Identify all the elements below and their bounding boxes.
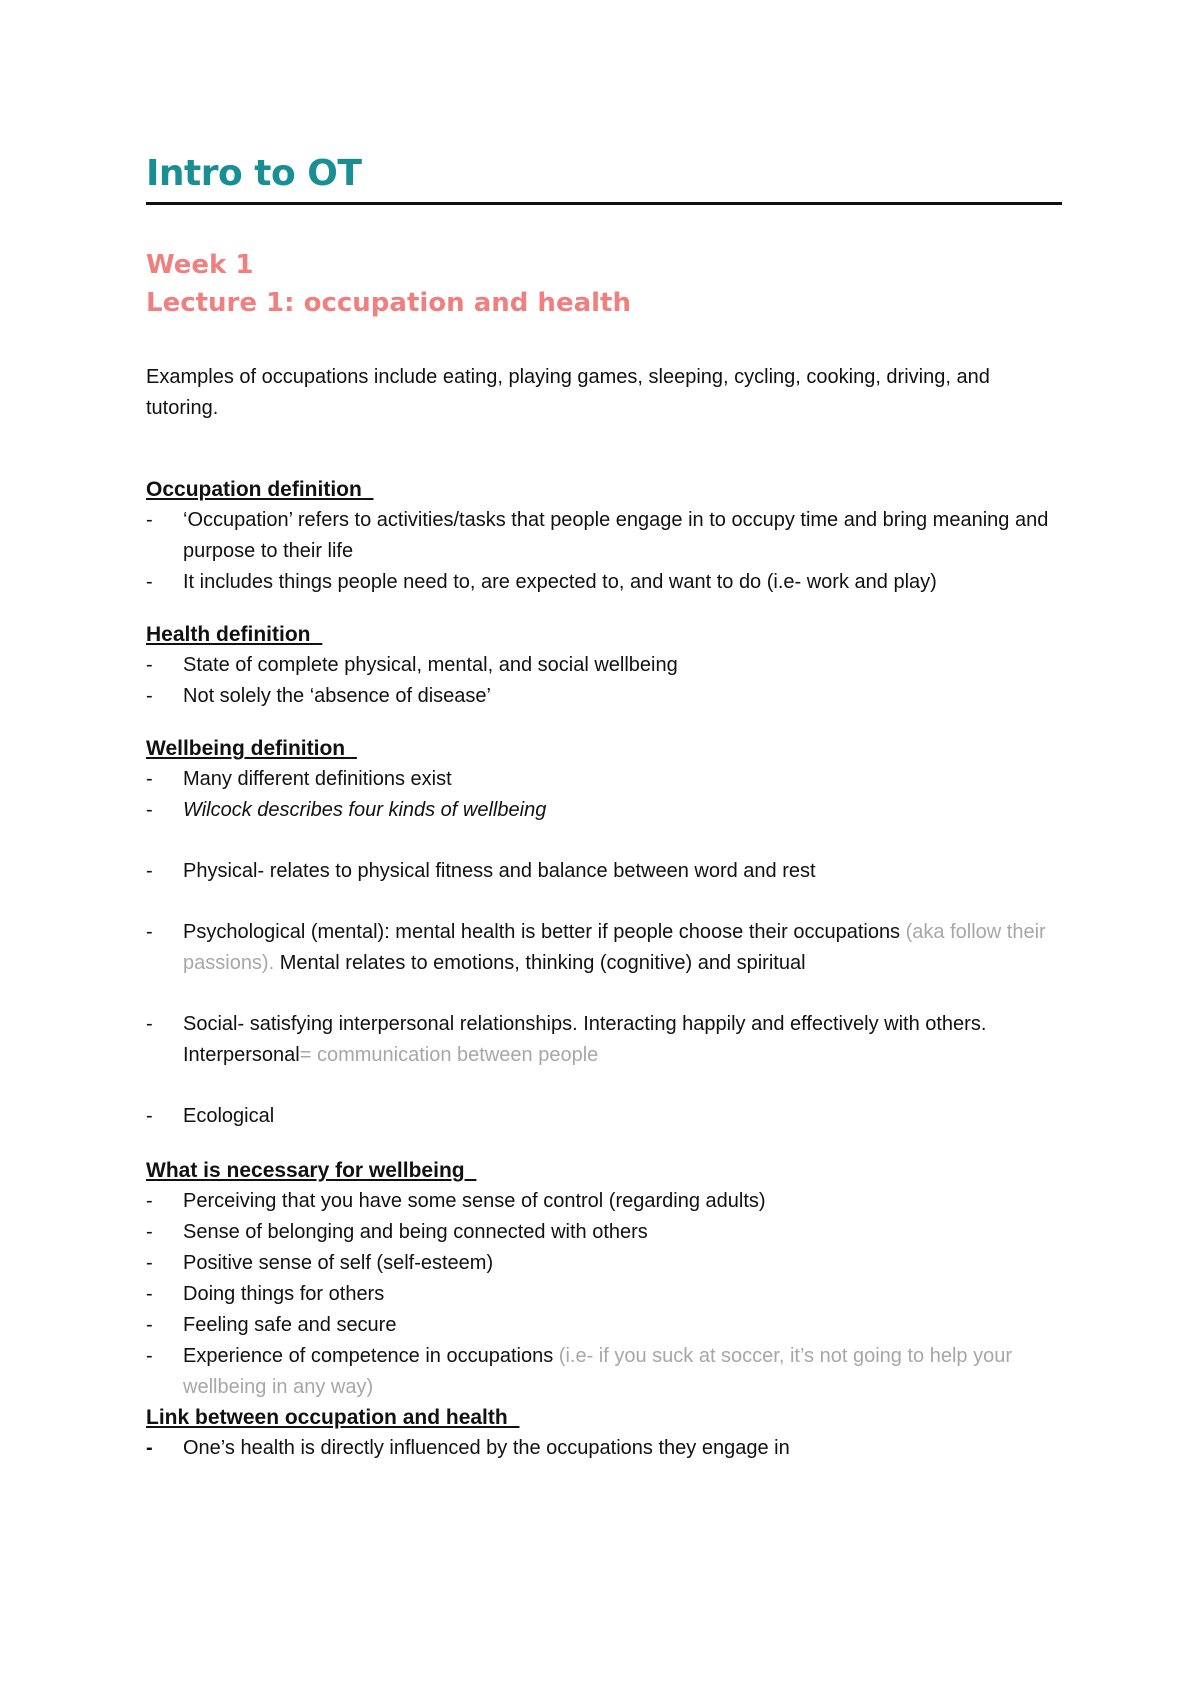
necessary-section [146, 1156, 1062, 1403]
occupation-heading: Occupation definition [146, 478, 362, 501]
list-item: - State of complete physical, mental, and social wellbeing [146, 650, 1062, 681]
health-list [146, 650, 1062, 712]
bullet-dash: - [146, 768, 153, 790]
bullet-dash: - [146, 921, 153, 943]
list-item: - Ecological [146, 1101, 1062, 1132]
occupation-list [146, 505, 1062, 598]
link-heading: Link between occupation and health [146, 1406, 508, 1429]
link-list [146, 1433, 1062, 1464]
occupation-section [146, 475, 1062, 598]
lecture-heading: Lecture 1: occupation and health [146, 288, 631, 318]
list-item: - It includes things people need to, are expected to, and want to do (i.e- work and play) [146, 567, 1062, 598]
list-item: - Sense of belonging and being connected with others [146, 1217, 1062, 1248]
bullet-dash: - [146, 1190, 153, 1212]
list-item: - One’s health is directly influenced by the occupations they engage in [146, 1433, 1062, 1464]
list-item: - Social- satisfying interpersonal relationships. Interacting happily and effectively with others. Interpersonal= communication between people [146, 1009, 1062, 1071]
intro-paragraph: Examples of occupations include eating, playing games, sleeping, cycling, cooking, driving, and tutoring. [146, 366, 990, 419]
list-item: - Many different definitions exist [146, 764, 1062, 795]
bullet-dash: - [146, 860, 153, 882]
bullet-dash: - [146, 1314, 153, 1336]
necessary-heading: What is necessary for wellbeing [146, 1159, 465, 1182]
list-item: - Physical- relates to physical fitness and balance between word and rest [146, 856, 1062, 887]
bullet-dash: - [146, 1283, 153, 1305]
health-section [146, 620, 1062, 712]
bullet-dash: - [146, 571, 153, 593]
bullet-dash: - [146, 799, 153, 821]
wellbeing-section [146, 734, 1062, 1132]
document-title: Intro to OT [146, 150, 1062, 205]
bullet-dash: - [146, 1437, 153, 1459]
week-heading: Week 1 [146, 250, 254, 280]
list-item: - Not solely the ‘absence of disease’ [146, 681, 1062, 712]
bullet-dash: - [146, 1345, 153, 1367]
document-page [146, 150, 1062, 1464]
bullet-dash: - [146, 1013, 153, 1035]
list-item: - Perceiving that you have some sense of control (regarding adults) [146, 1186, 1062, 1217]
wellbeing-heading: Wellbeing definition [146, 737, 346, 760]
bullet-dash: - [146, 685, 153, 707]
bullet-dash: - [146, 509, 153, 531]
bullet-dash: - [146, 654, 153, 676]
health-heading: Health definition [146, 623, 311, 646]
necessary-list [146, 1186, 1062, 1403]
list-item: - Positive sense of self (self-esteem) [146, 1248, 1062, 1279]
link-section [146, 1403, 1062, 1464]
list-item: - Psychological (mental): mental health is better if people choose their occupations (aka follow their passions). Mental relates to emotions, thinking (cognitive) and spiritual [146, 917, 1062, 979]
list-item: - Feeling safe and secure [146, 1310, 1062, 1341]
list-item: - Experience of competence in occupations (i.e- if you suck at soccer, it’s not going to help your wellbeing in any way) [146, 1341, 1062, 1403]
list-item: - ‘Occupation’ refers to activities/tasks that people engage in to occupy time and bring meaning and purpose to their life [146, 505, 1062, 567]
bullet-dash: - [146, 1252, 153, 1274]
list-item: - Doing things for others [146, 1279, 1062, 1310]
wellbeing-list [146, 764, 1062, 1132]
bullet-dash: - [146, 1105, 153, 1127]
list-item: - Wilcock describes four kinds of wellbeing [146, 795, 1062, 826]
bullet-dash: - [146, 1221, 153, 1243]
